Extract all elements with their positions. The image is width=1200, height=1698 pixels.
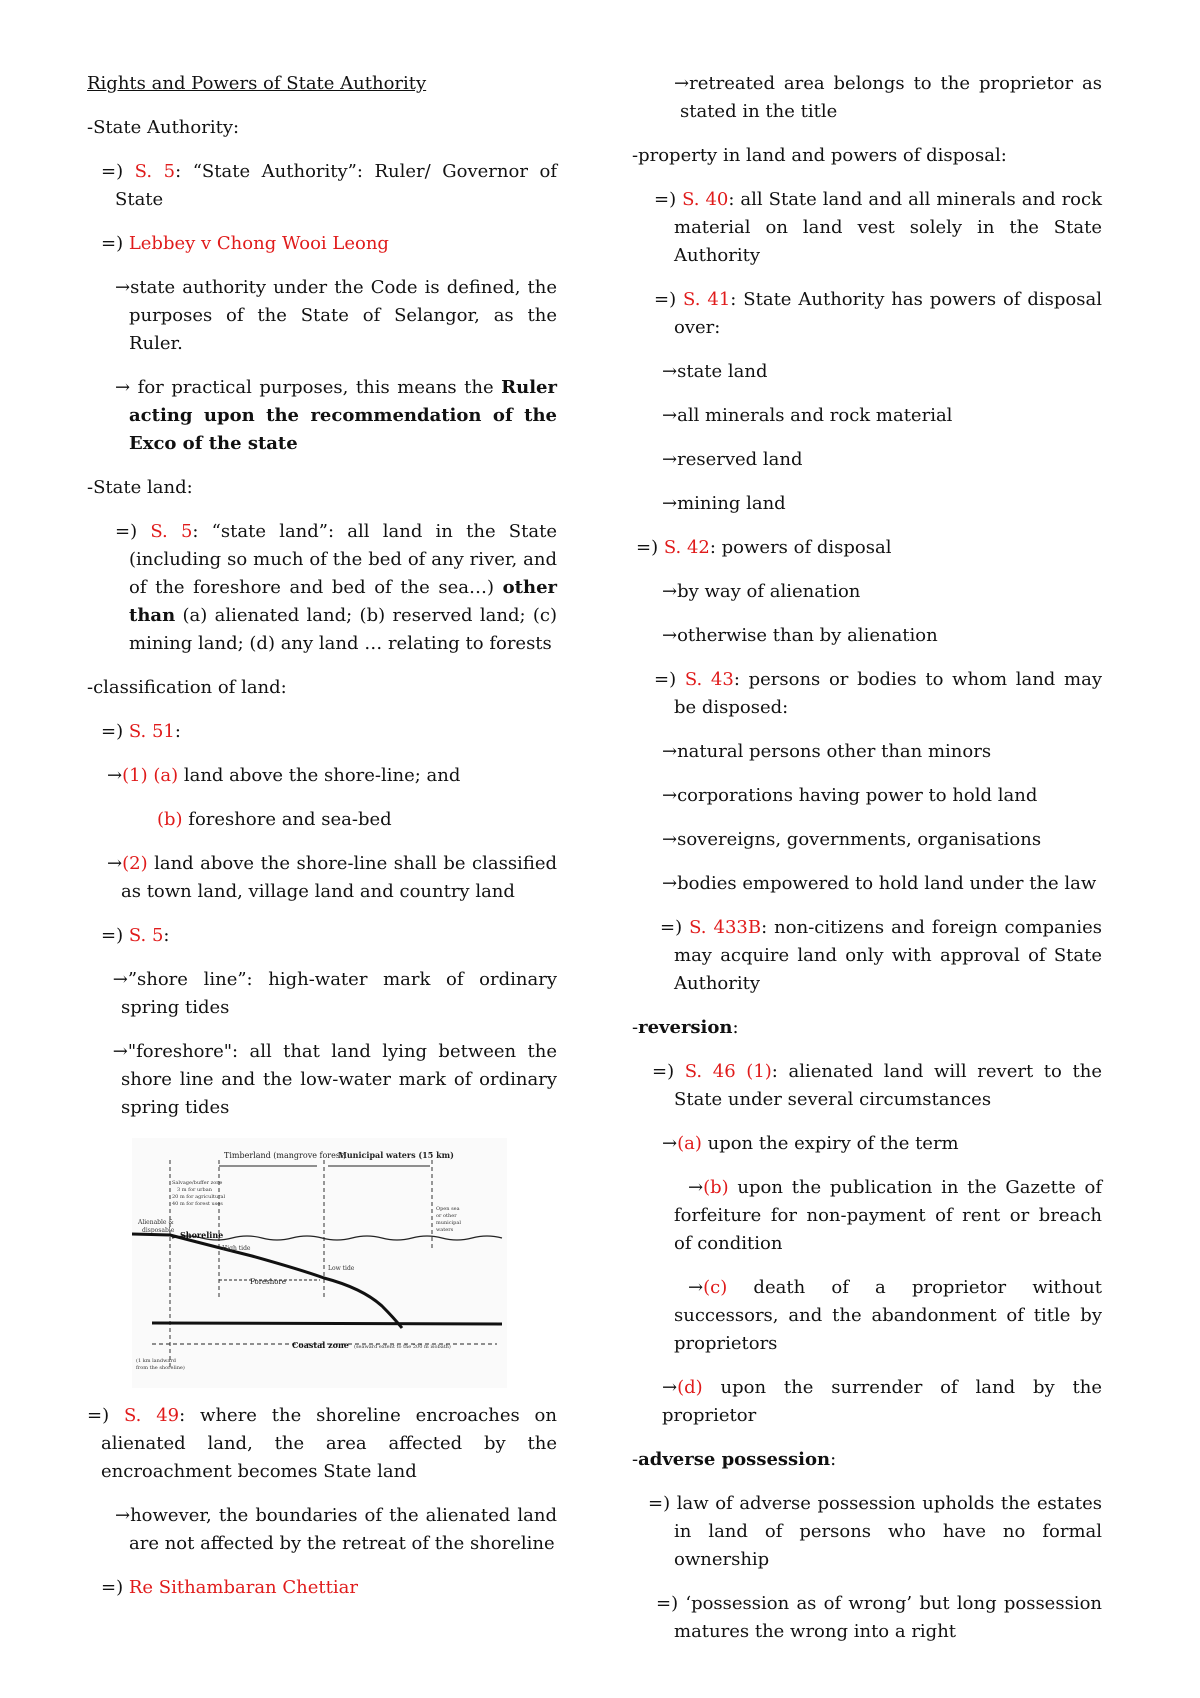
arrow-right-icon: → bbox=[662, 1377, 678, 1398]
arrow-right-icon: → bbox=[107, 1041, 128, 1062]
section-text: : where the shoreline encroaches on alienated land, the area affected by the encroachment becomes State land bbox=[101, 1405, 557, 1482]
s46-a bbox=[632, 1130, 1102, 1158]
clause-text: foreshore and sea-bed bbox=[182, 809, 392, 830]
sithambaran-case-line: =) Re Sithambaran Chettiar bbox=[101, 1577, 358, 1598]
s51-1b bbox=[87, 806, 557, 834]
page-title: Rights and Powers of State Authority bbox=[87, 73, 427, 94]
list-item: corporations having power to hold land bbox=[677, 785, 1038, 806]
clause-text: upon the publication in the Gazette of forfeiture for non-payment of rent or breach of condition bbox=[674, 1177, 1102, 1254]
state-land-heading: -State land: bbox=[87, 477, 193, 498]
s43-line: =) S. 43: persons or bodies to whom land may be disposed: bbox=[654, 669, 1102, 718]
list-item: bodies empowered to hold land under the law bbox=[677, 873, 1097, 894]
s41-item bbox=[632, 402, 1102, 430]
arrow-right-icon: → bbox=[107, 765, 123, 786]
definition-text: : “state land”: all land in the State (including so much of the bed of any river, and of the foreshore and bed of the sea…) bbox=[129, 521, 557, 598]
base-line bbox=[152, 1323, 502, 1324]
definition-text: ”shore line”: high-water mark of ordinary spring tides bbox=[121, 969, 557, 1018]
foreshore-label: Foreshore bbox=[250, 1278, 286, 1286]
definition-text: : “State Authority”: Ruler/ Governor of State bbox=[115, 161, 557, 210]
lebbey-case-line: =) Lebbey v Chong Wooi Leong bbox=[101, 233, 389, 254]
subsection-ref: (2) bbox=[122, 853, 148, 874]
section-ref: S. 5 bbox=[134, 161, 176, 182]
s46-line: =) S. 46 (1): alienated land will revert to the State under several circumstances bbox=[652, 1061, 1102, 1110]
s51-2 bbox=[87, 850, 557, 906]
coastal-extent-label: (seaward extent to the 200 m isobath) bbox=[354, 1344, 451, 1350]
list-item: by way of alienation bbox=[677, 581, 861, 602]
s46-c bbox=[632, 1274, 1102, 1358]
s49-line: =) S. 49: where the shoreline encroaches on alienated land, the area affected by the encroachment becomes State land bbox=[87, 1405, 557, 1482]
arrow-right-icon: → bbox=[662, 361, 678, 382]
s51-1a bbox=[87, 762, 557, 790]
other-municipal-label-3: waters bbox=[436, 1227, 454, 1233]
arrow-right-icon: → bbox=[107, 969, 128, 990]
adverse-2: =) ‘possession as of wrong’ but long possession matures the wrong into a right bbox=[656, 1593, 1102, 1642]
section-text: : powers of disposal bbox=[709, 537, 892, 558]
section-ref: S. 49 bbox=[123, 1405, 180, 1426]
arrow-right-icon: → bbox=[662, 625, 678, 646]
clause-text: death of a proprietor without successors, and the abandonment of title by proprietors bbox=[674, 1277, 1102, 1354]
paragraph-ref: (c) bbox=[703, 1277, 728, 1298]
salvage-label-4: 40 m for forest uses bbox=[172, 1201, 223, 1207]
paragraph-ref: (b) bbox=[703, 1177, 729, 1198]
note-bold: Ruler acting upon the recommendation of the Exco of the state bbox=[129, 377, 557, 454]
open-sea-label: Open sea bbox=[436, 1206, 460, 1212]
shore-line-definition bbox=[87, 966, 557, 1022]
s46-b bbox=[632, 1174, 1102, 1258]
s46-d bbox=[632, 1374, 1102, 1430]
s43-item bbox=[632, 826, 1102, 854]
timberland-label: Timberland (mangrove forest) bbox=[224, 1151, 347, 1160]
arrow-right-icon: → bbox=[662, 741, 678, 762]
section-text: : non-citizens and foreign companies may acquire land only with approval of State Authority bbox=[674, 917, 1103, 994]
s5-definitions-line: =) S. 5: bbox=[101, 925, 170, 946]
alienable-label: Alienable & bbox=[138, 1219, 174, 1226]
list-item: mining land bbox=[677, 493, 786, 514]
foreshore-definition bbox=[87, 1038, 557, 1122]
arrow-right-icon: → bbox=[688, 1177, 704, 1198]
classification-heading: -classification of land: bbox=[87, 677, 287, 698]
arrow-right-icon: → bbox=[115, 1505, 131, 1526]
arrow-right-icon: → bbox=[662, 785, 678, 806]
note-text: for practical purposes, this means the bbox=[137, 377, 502, 398]
section-text: : alienated land will revert to the State under several circumstances bbox=[674, 1061, 1102, 1110]
reversion-heading: -reversion: bbox=[632, 1017, 739, 1038]
subsection-ref: (1) bbox=[122, 765, 148, 786]
s41-line: =) S. 41: State Authority has powers of disposal over: bbox=[654, 289, 1102, 338]
list-item: otherwise than by alienation bbox=[677, 625, 938, 646]
arrow-right-icon: → bbox=[662, 493, 678, 514]
section-text: : persons or bodies to whom land may be disposed: bbox=[674, 669, 1102, 718]
note-text: ‘possession as of wrong’ but long possession matures the wrong into a right bbox=[674, 1593, 1102, 1642]
case-name: Re Sithambaran Chettiar bbox=[128, 1577, 358, 1598]
section-ref: S. 5 bbox=[128, 925, 164, 946]
paragraph-ref: (a) bbox=[153, 765, 179, 786]
s42-item bbox=[632, 622, 1102, 650]
list-item: reserved land bbox=[677, 449, 803, 470]
paragraph-ref: (d) bbox=[677, 1377, 703, 1398]
paragraph-ref: (a) bbox=[677, 1133, 702, 1154]
lebbey-note-2 bbox=[87, 374, 557, 458]
arrow-right-icon: → bbox=[662, 449, 678, 470]
disposable-label: disposable bbox=[142, 1227, 175, 1234]
section-text: : State Authority has powers of disposal over: bbox=[674, 289, 1102, 338]
list-item: natural persons other than minors bbox=[677, 741, 992, 762]
s43-item bbox=[632, 782, 1102, 810]
s43-item bbox=[632, 870, 1102, 898]
section-ref: S. 42 bbox=[663, 537, 710, 558]
note-text: however, the boundaries of the alienated land are not affected by the retreat of the shoreline bbox=[129, 1505, 557, 1554]
arrow-right-icon: → bbox=[662, 1133, 678, 1154]
arrow-right-icon: → bbox=[662, 405, 678, 426]
coastal-zone-diagram bbox=[132, 1138, 507, 1388]
coastal-zone-label: Coastal zone bbox=[292, 1340, 349, 1350]
note-text: state authority under the Code is defined, the purposes of the State of Selangor, as the Ruler. bbox=[129, 277, 557, 354]
list-item: all minerals and rock material bbox=[677, 405, 953, 426]
clause-text: upon the expiry of the term bbox=[701, 1133, 959, 1154]
section-text: : all State land and all minerals and rock material on land vest solely in the State Authority bbox=[674, 189, 1102, 266]
arrow-right-icon: → bbox=[107, 853, 123, 874]
arrow-right-icon: → bbox=[688, 1277, 704, 1298]
right-column bbox=[632, 70, 1102, 1662]
s43-item bbox=[632, 738, 1102, 766]
s5-state-land: =) S. 5: “state land”: all land in the State (including so much of the bed of any river, and of the foreshore and bed of the sea…) other than (a) alienated land; (b) reserved land; (c) mining land; (d) any land … relating to forests bbox=[115, 521, 557, 654]
arrow-right-icon: → bbox=[674, 73, 690, 94]
adverse-1: =) law of adverse possession upholds the estates in land of persons who have no formal ownership bbox=[648, 1493, 1102, 1570]
arrow-right-icon: → bbox=[115, 377, 131, 398]
s49-note bbox=[87, 1502, 557, 1558]
state-authority-heading: -State Authority: bbox=[87, 117, 240, 138]
note-text: law of adverse possession upholds the estates in land of persons who have no formal ownership bbox=[674, 1493, 1102, 1570]
clause-text: land above the shore-line shall be classified as town land, village land and country land bbox=[121, 853, 557, 902]
arrow-right-icon: → bbox=[115, 277, 131, 298]
s433b-line: =) S. 433B: non-citizens and foreign companies may acquire land only with approval of State Authority bbox=[660, 917, 1103, 994]
diagram-background bbox=[132, 1138, 507, 1388]
case-name: Lebbey v Chong Wooi Leong bbox=[128, 233, 389, 254]
list-item: sovereigns, governments, organisations bbox=[677, 829, 1042, 850]
note-text: retreated area belongs to the proprietor as stated in the title bbox=[680, 73, 1102, 122]
s40-line: =) S. 40: all State land and all minerals and rock material on land vest solely in the State Authority bbox=[654, 189, 1102, 266]
s41-item bbox=[632, 490, 1102, 518]
s5-state-authority: =) S. 5: “State Authority”: Ruler/ Governor of State bbox=[101, 161, 557, 210]
section-ref: S. 46 (1) bbox=[684, 1061, 772, 1082]
clause-text: land above the shore-line; and bbox=[178, 765, 461, 786]
paragraph-ref: (b) bbox=[157, 809, 183, 830]
arrow-right-icon: → bbox=[662, 829, 678, 850]
other-municipal-label: or other bbox=[436, 1213, 457, 1219]
section-ref: S. 41 bbox=[683, 289, 731, 310]
retreated-note bbox=[632, 70, 1102, 126]
list-item: state land bbox=[677, 361, 768, 382]
property-heading: -property in land and powers of disposal: bbox=[632, 145, 1007, 166]
heading-bold: reversion bbox=[638, 1017, 733, 1038]
section-ref: S. 5 bbox=[150, 521, 193, 542]
section-ref: S. 43 bbox=[684, 669, 734, 690]
definition-bold: other than bbox=[129, 577, 557, 626]
definition-text-2: (a) alienated land; (b) reserved land; (c) mining land; (d) any land … relating to forests bbox=[129, 605, 557, 654]
salvage-label-2: 3 m for urban bbox=[177, 1187, 212, 1193]
salvage-label: Salvage/buffer zone bbox=[172, 1180, 223, 1186]
section-ref: S. 433B bbox=[689, 917, 762, 938]
municipal-label: Municipal waters (15 km) bbox=[338, 1150, 454, 1160]
s41-item bbox=[632, 358, 1102, 386]
landward-label-2: from the shoreline) bbox=[136, 1365, 185, 1371]
high-tide-label: High tide bbox=[222, 1245, 251, 1252]
landward-label: (1 km landward bbox=[136, 1358, 176, 1364]
s51-line: =) S. 51: bbox=[101, 721, 181, 742]
low-tide-label: Low tide bbox=[328, 1265, 355, 1272]
definition-text: "foreshore": all that land lying between the shore line and the low-water mark of ordinary spring tides bbox=[121, 1041, 557, 1118]
adverse-heading: -adverse possession: bbox=[632, 1449, 837, 1470]
other-municipal-label-2: municipal bbox=[436, 1220, 461, 1226]
left-column bbox=[87, 70, 557, 1618]
heading-bold: adverse possession bbox=[638, 1449, 831, 1470]
s42-line: =) S. 42: powers of disposal bbox=[636, 537, 892, 558]
arrow-right-icon: → bbox=[662, 581, 678, 602]
section-ref: S. 40 bbox=[682, 189, 729, 210]
section-ref: S. 51 bbox=[128, 721, 175, 742]
shoreline-label: Shoreline bbox=[180, 1230, 224, 1240]
arrow-right-icon: → bbox=[662, 873, 678, 894]
salvage-label-3: 20 m for agricultural bbox=[172, 1194, 226, 1200]
lebbey-note-1 bbox=[87, 274, 557, 358]
s41-item bbox=[632, 446, 1102, 474]
clause-text: upon the surrender of land by the proprietor bbox=[662, 1377, 1102, 1426]
s42-item bbox=[632, 578, 1102, 606]
